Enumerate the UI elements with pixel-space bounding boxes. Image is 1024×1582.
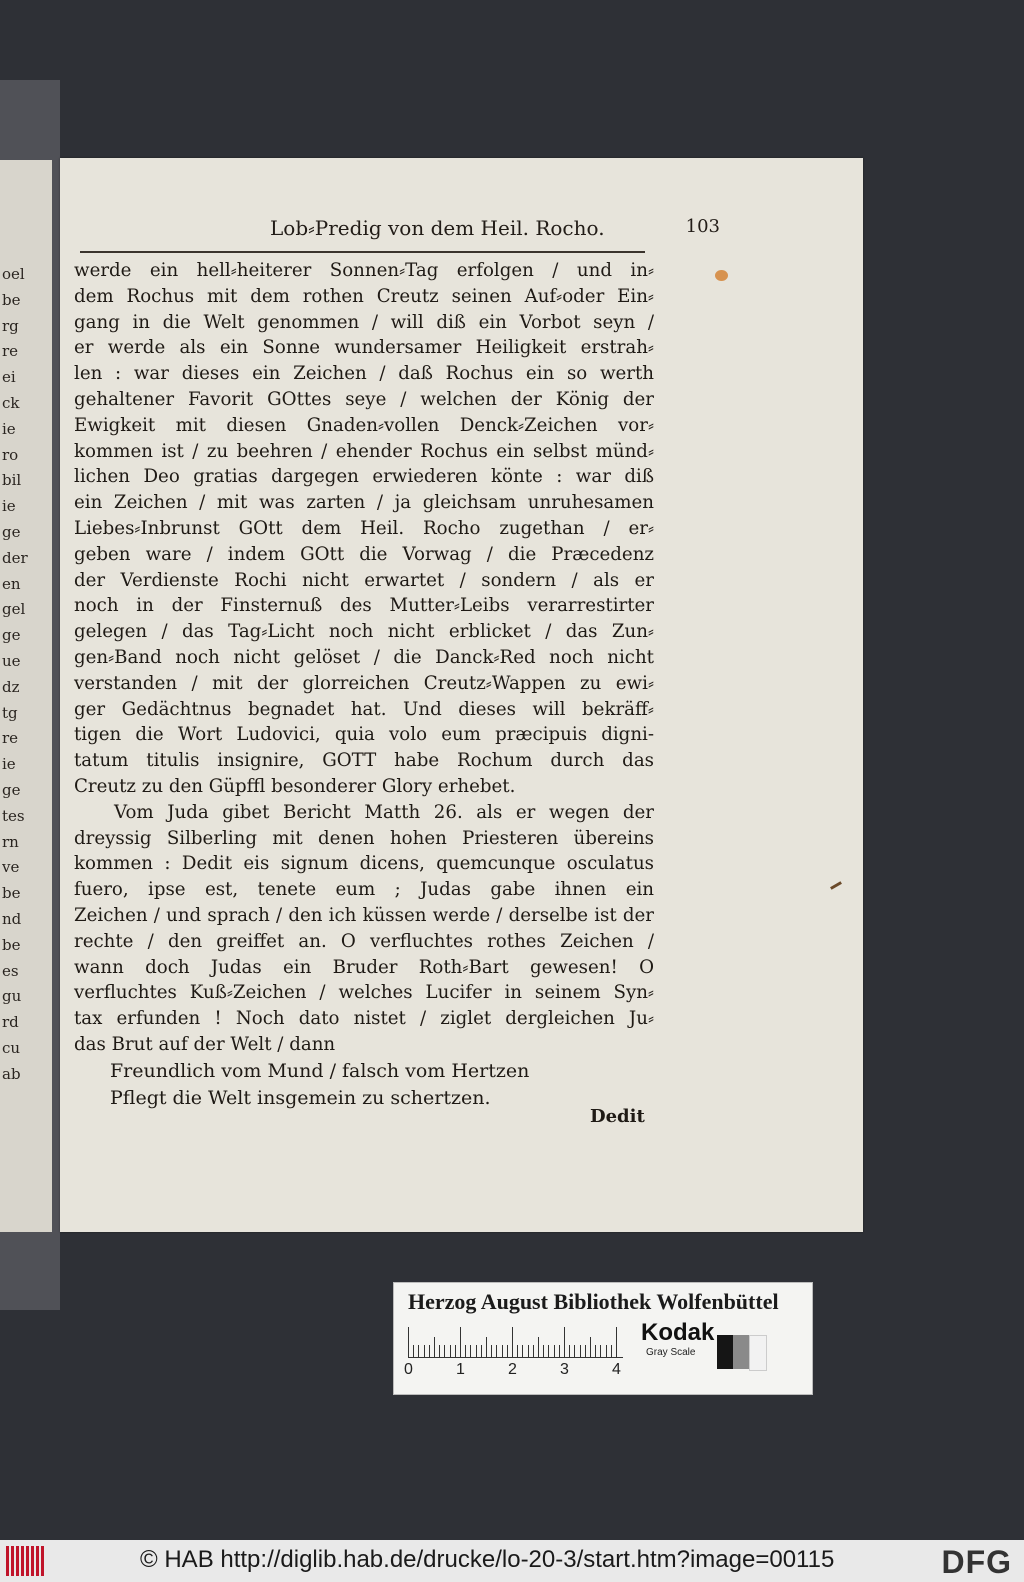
body-text (74, 258, 654, 1058)
text-line: ein Zeichen / mit was zarten / ja gleichsam unruhesamen (74, 492, 654, 514)
ruler-tick (439, 1345, 440, 1357)
page-number: 103 (685, 216, 720, 237)
gray-patch-mid (733, 1335, 749, 1369)
previous-page-fragment: rd (2, 1013, 19, 1032)
previous-page-fragment: gel (2, 600, 26, 619)
ruler-label: 2 (508, 1361, 517, 1378)
ruler-tick (460, 1327, 461, 1357)
text-line: Zeichen / und sprach / den ich küssen werde / derselbe ist der (74, 904, 654, 926)
ruler-tick (507, 1345, 508, 1357)
ruler-tick (434, 1337, 435, 1357)
ruler-tick (543, 1345, 544, 1357)
ruler-tick (564, 1327, 565, 1357)
ruler-tick (528, 1345, 529, 1357)
previous-page-fragment: ue (2, 651, 21, 670)
ruler-tick (418, 1345, 419, 1357)
previous-page-fragment: ro (2, 445, 19, 464)
text-line: lichen Deo gratias dargegen erwiederen könte : war diß (74, 466, 654, 488)
previous-page-fragment: ck (2, 393, 20, 412)
ruler-label: 3 (560, 1361, 569, 1378)
ruler-tick (413, 1345, 414, 1357)
text-line: fuero, ipse est, tenete eum ; Judas gabe ihnen ein (74, 879, 654, 901)
ruler-tick (450, 1345, 451, 1357)
previous-page-fragment: en (2, 574, 21, 593)
book-page (60, 158, 863, 1232)
text-line: kommen ist / zu beehren / ehender Rochus ein selbst münd⸗ (74, 440, 654, 462)
header-rule (80, 251, 645, 253)
text-line: Liebes⸗Inbrunst GOtt dem Heil. Rocho zugethan / er⸗ (74, 517, 654, 539)
previous-page-fragment: oel (2, 265, 25, 283)
ruler (408, 1325, 623, 1358)
previous-page-fragment: cu (2, 1038, 21, 1057)
ruler-tick (429, 1345, 430, 1357)
ruler-tick (585, 1345, 586, 1357)
gray-patch-white (749, 1335, 767, 1371)
ruler-tick (517, 1345, 518, 1357)
hab-logo-icon (6, 1546, 46, 1576)
gray-scale-label: Gray Scale (646, 1347, 696, 1358)
previous-page-fragment: ie (2, 419, 16, 438)
ruler-label: 0 (404, 1361, 413, 1378)
text-line: gen⸗Band noch nicht gelöset / die Danck⸗Red noch nicht (74, 646, 654, 668)
text-line: verstanden / mit der glorreichen Creutz⸗Wappen zu ewi⸗ (74, 672, 654, 694)
page-header (210, 216, 720, 246)
text-line: werde ein hell⸗heiterer Sonnen⸗Tag erfolgen / und in⸗ (74, 260, 654, 281)
previous-page-fragment: be (2, 884, 21, 903)
ruler-tick (538, 1337, 539, 1357)
previous-page-fragment: be (2, 935, 21, 954)
text-line: wann doch Judas ein Bruder Roth⸗Bart gewesen! O (74, 956, 654, 978)
ruler-tick (491, 1345, 492, 1357)
previous-page-fragment: rn (2, 832, 19, 851)
previous-page-fragment: re (2, 729, 19, 748)
library-name: Herzog August Bibliothek Wolfenbüttel (408, 1289, 779, 1314)
previous-page-fragment: es (2, 961, 19, 980)
text-line: kommen : Dedit eis signum dicens, quemcunque osculatus (74, 853, 654, 875)
ruler-tick (606, 1345, 607, 1357)
previous-page-fragment: ab (2, 1064, 21, 1083)
ruler-tick (600, 1345, 601, 1357)
previous-page-fragment: be (2, 290, 21, 309)
previous-page-fragment: rg (2, 316, 19, 335)
previous-page-fragment: re (2, 342, 19, 361)
previous-page-fragment: ie (2, 755, 16, 774)
ruler-tick (611, 1345, 612, 1357)
ruler-tick (470, 1345, 471, 1357)
ruler-tick (424, 1345, 425, 1357)
previous-page-fragment: nd (2, 909, 22, 928)
text-line: ger Gedächtnus begnadet hat. Und dieses will bekräff⸗ (74, 698, 654, 720)
text-line: noch in der Finsternuß des Mutter⸗Leibs verarrestirter (74, 595, 654, 617)
verse-couplet (110, 1058, 529, 1112)
previous-page-fragment: ge (2, 522, 21, 541)
catchword: Dedit (590, 1106, 645, 1127)
ruler-tick (465, 1345, 466, 1357)
previous-page-fragment: ie (2, 497, 16, 516)
text-line: gang in die Welt genommen / will diß ein Vorbot seyn / (74, 311, 654, 333)
ruler-tick (616, 1327, 617, 1357)
ruler-tick (502, 1345, 503, 1357)
previous-page-fragment: tg (2, 703, 18, 722)
ruler-tick (580, 1345, 581, 1357)
previous-page-fragment: ge (2, 780, 21, 799)
previous-page-fragment: ei (2, 368, 16, 387)
ruler-tick (481, 1345, 482, 1357)
credit-link[interactable]: © HAB http://diglib.hab.de/drucke/lo-20-3/start.htm?image=00115 (140, 1546, 835, 1573)
previous-page-fragment: ge (2, 626, 21, 645)
color-scale-card (393, 1282, 813, 1395)
text-line: tax erfunden ! Noch dato nistet / ziglet dergleichen Ju⸗ (74, 1008, 654, 1030)
text-line: verfluchtes Kuß⸗Zeichen / welches Lucifer in seinem Syn⸗ (74, 982, 654, 1004)
previous-page-fragment: bil (2, 471, 22, 490)
verse-line: Freundlich vom Mund / falsch vom Hertzen (110, 1060, 530, 1082)
text-line: dem Rochus mit dem rothen Creutz seinen Auf⸗oder Ein⸗ (74, 285, 654, 307)
verse-line: Pflegt die Welt insgemein zu schertzen. (110, 1087, 491, 1109)
ruler-tick (408, 1327, 409, 1357)
previous-page-fragment: ve (2, 858, 20, 877)
text-line: len : war dieses ein Zeichen / daß Rochus ein so werth (74, 363, 654, 385)
text-line: tigen die Wort Ludovici, quia volo eum præcipuis digni- (74, 724, 654, 746)
text-line: der Verdienste Rochi nicht erwartet / sondern / als er (74, 569, 654, 591)
ruler-tick (590, 1337, 591, 1357)
text-line: rechte / den greiffet an. O verfluchtes rothes Zeichen / (74, 930, 654, 952)
ruler-tick (574, 1345, 575, 1357)
running-head: Lob⸗Predig von dem Heil. Rocho. (270, 216, 605, 240)
margin-mark (830, 881, 842, 890)
previous-page-fragment: tes (2, 806, 25, 825)
text-line: gelegen / das Tag⸗Licht noch nicht erblicket / das Zun⸗ (74, 621, 654, 643)
ruler-label: 4 (612, 1361, 621, 1378)
text-line: Ewigkeit mit diesen Gnaden⸗vollen Denck⸗Zeichen vor⸗ (74, 414, 654, 436)
ruler-tick (533, 1345, 534, 1357)
text-line: geben ware / indem GOtt die Vorwag / die Præcedenz (74, 543, 654, 565)
ruler-tick (444, 1345, 445, 1357)
ruler-tick (548, 1345, 549, 1357)
dfg-logo: DFG (941, 1544, 1012, 1580)
ruler-tick (455, 1345, 456, 1357)
text-line: Creutz zu den Güpffl besonderer Glory erhebet. (74, 775, 516, 797)
previous-page-text-fragments (2, 262, 32, 1088)
ruler-tick (522, 1345, 523, 1357)
text-line: gehaltener Favorit GOttes seye / welchen der König der (74, 388, 654, 410)
ruler-tick (595, 1345, 596, 1357)
paper-stain (715, 270, 728, 281)
ruler-tick (512, 1327, 513, 1357)
ruler-tick (476, 1345, 477, 1357)
ruler-tick (486, 1337, 487, 1357)
text-line: Vom Juda gibet Bericht Matth 26. als er wegen der (114, 801, 654, 823)
previous-page-fragment: gu (2, 987, 22, 1006)
previous-page-fragment: dz (2, 677, 20, 696)
ruler-label: 1 (456, 1361, 465, 1378)
text-line: das Brut auf der Welt / dann (74, 1033, 336, 1055)
ruler-tick (496, 1345, 497, 1357)
kodak-brand: Kodak (641, 1319, 715, 1346)
text-line: er werde als ein Sonne wundersamer Heiligkeit erstrah⸗ (74, 337, 654, 359)
ruler-tick (554, 1345, 555, 1357)
footer-bar (0, 1540, 1024, 1582)
text-line: dreyssig Silberling mit denen hohen Priesteren übereins (74, 827, 654, 849)
previous-page-fragment: der (2, 548, 28, 567)
text-line: tatum titulis insignire, GOTT habe Rochum durch das (74, 750, 654, 772)
gray-patch-black (717, 1335, 733, 1369)
ruler-tick (559, 1345, 560, 1357)
ruler-tick (569, 1345, 570, 1357)
